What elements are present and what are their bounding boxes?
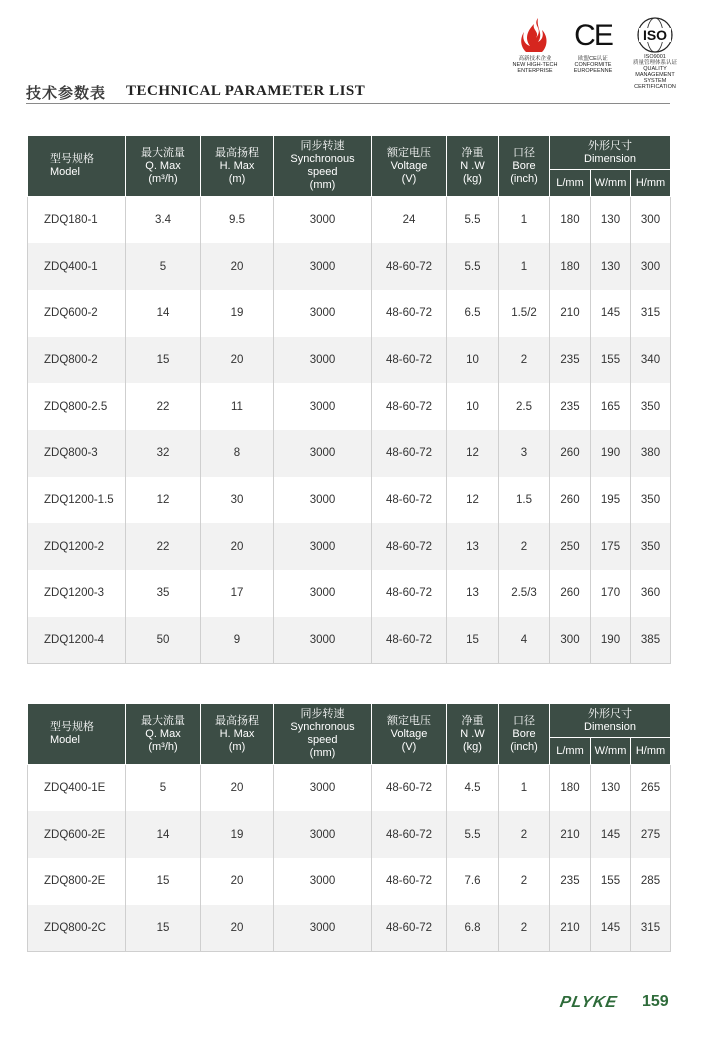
header-dimension-line: 外形尺寸 bbox=[588, 139, 632, 152]
model-cell: ZDQ1200-2 bbox=[28, 523, 126, 570]
header-bore bbox=[499, 704, 550, 765]
header-weight-line: (kg) bbox=[463, 740, 482, 753]
header-flow-line: (m³/h) bbox=[148, 172, 178, 185]
header-weight-line: N .W bbox=[460, 727, 485, 740]
value-cell: 48-60-72 bbox=[372, 290, 447, 337]
page-title-cn: 技术参数表 bbox=[26, 84, 107, 102]
flame-logo-icon bbox=[518, 16, 552, 56]
header-speed-line: (mm) bbox=[309, 747, 336, 759]
header-head-line: (m) bbox=[228, 740, 246, 753]
value-cell: 155 bbox=[591, 858, 631, 905]
value-cell: 180 bbox=[550, 243, 591, 290]
model-cell: ZDQ1200-4 bbox=[28, 617, 126, 664]
model-cell: ZDQ400-1E bbox=[28, 765, 126, 812]
value-cell: 24 bbox=[372, 197, 447, 244]
model-cell: ZDQ800-2E bbox=[28, 858, 126, 905]
value-cell: 9 bbox=[201, 617, 274, 664]
value-cell: 195 bbox=[591, 477, 631, 524]
header-voltage bbox=[372, 704, 447, 765]
value-cell: 15 bbox=[126, 337, 201, 384]
value-cell: 350 bbox=[631, 523, 671, 570]
model-cell: ZDQ800-2.5 bbox=[28, 383, 126, 430]
value-cell: 30 bbox=[201, 477, 274, 524]
value-cell: 13 bbox=[447, 570, 499, 617]
table-row bbox=[28, 523, 671, 570]
spec-table-2 bbox=[27, 703, 671, 952]
header-bore-line: Bore bbox=[512, 159, 536, 172]
certification-logos bbox=[508, 16, 684, 90]
table-row bbox=[28, 811, 671, 858]
value-cell: 315 bbox=[631, 290, 671, 337]
header-model bbox=[28, 704, 126, 765]
header-weight-line: (kg) bbox=[463, 172, 482, 185]
value-cell: 22 bbox=[126, 383, 201, 430]
header-speed-line: Synchronous speed bbox=[290, 721, 355, 746]
value-cell: 190 bbox=[591, 617, 631, 664]
iso-logo bbox=[626, 16, 684, 90]
value-cell: 145 bbox=[591, 290, 631, 337]
model-cell: ZDQ1200-1.5 bbox=[28, 477, 126, 524]
value-cell: 145 bbox=[591, 811, 631, 858]
value-cell: 4.5 bbox=[447, 765, 499, 812]
page-title-bar bbox=[26, 80, 670, 104]
value-cell: 3000 bbox=[274, 617, 372, 664]
model-cell: ZDQ1200-3 bbox=[28, 570, 126, 617]
model-cell: ZDQ800-2C bbox=[28, 905, 126, 952]
value-cell: 350 bbox=[631, 477, 671, 524]
table-header bbox=[28, 136, 671, 197]
value-cell: 48-60-72 bbox=[372, 523, 447, 570]
header-voltage-line: (V) bbox=[401, 740, 417, 753]
page-footer bbox=[560, 992, 680, 1016]
iso-globe-icon bbox=[634, 16, 676, 54]
value-cell: 130 bbox=[591, 243, 631, 290]
value-cell: 48-60-72 bbox=[372, 477, 447, 524]
table-row bbox=[28, 477, 671, 524]
hightech-caption: 高新技术企业 NEW HIGH-TECH ENTERPRISE bbox=[512, 56, 558, 74]
value-cell: 3 bbox=[499, 430, 550, 477]
table-row bbox=[28, 197, 671, 244]
value-cell: 3000 bbox=[274, 905, 372, 952]
value-cell: 5.5 bbox=[447, 243, 499, 290]
header-voltage-line: Voltage bbox=[390, 159, 428, 172]
model-cell: ZDQ800-3 bbox=[28, 430, 126, 477]
value-cell: 20 bbox=[201, 337, 274, 384]
page-title-en: TECHNICAL PARAMETER LIST bbox=[126, 83, 366, 99]
header-dim-h: H/mm bbox=[631, 170, 671, 197]
ce-logo bbox=[566, 16, 620, 74]
value-cell: 48-60-72 bbox=[372, 905, 447, 952]
value-cell: 235 bbox=[550, 858, 591, 905]
value-cell: 340 bbox=[631, 337, 671, 384]
value-cell: 3000 bbox=[274, 430, 372, 477]
header-bore-line: Bore bbox=[512, 727, 536, 740]
value-cell: 20 bbox=[201, 765, 274, 812]
table-row bbox=[28, 617, 671, 664]
header-model-line: Model bbox=[50, 734, 80, 746]
value-cell: 3000 bbox=[274, 243, 372, 290]
value-cell: 155 bbox=[591, 337, 631, 384]
value-cell: 19 bbox=[201, 290, 274, 337]
value-cell: 380 bbox=[631, 430, 671, 477]
header-flow-line: (m³/h) bbox=[148, 740, 178, 753]
table-row bbox=[28, 383, 671, 430]
value-cell: 7.6 bbox=[447, 858, 499, 905]
value-cell: 1 bbox=[499, 243, 550, 290]
header-head bbox=[201, 136, 274, 197]
value-cell: 2 bbox=[499, 811, 550, 858]
ce-caption: 欧盟CE认证 CONFORMITE EUROPEENNE bbox=[573, 56, 613, 74]
model-cell: ZDQ400-1 bbox=[28, 243, 126, 290]
model-cell: ZDQ600-2 bbox=[28, 290, 126, 337]
value-cell: 265 bbox=[631, 765, 671, 812]
value-cell: 300 bbox=[631, 243, 671, 290]
header-model-line: 型号规格 bbox=[50, 721, 94, 733]
value-cell: 3000 bbox=[274, 337, 372, 384]
table-body bbox=[28, 765, 671, 952]
table-row bbox=[28, 905, 671, 952]
value-cell: 48-60-72 bbox=[372, 858, 447, 905]
header-weight-line: 净重 bbox=[461, 714, 484, 727]
value-cell: 13 bbox=[447, 523, 499, 570]
value-cell: 32 bbox=[126, 430, 201, 477]
header-model bbox=[28, 136, 126, 197]
value-cell: 275 bbox=[631, 811, 671, 858]
value-cell: 3000 bbox=[274, 858, 372, 905]
header-weight bbox=[447, 704, 499, 765]
value-cell: 190 bbox=[591, 430, 631, 477]
brand-logo: PLYKE bbox=[558, 994, 619, 1011]
spec-table-1 bbox=[27, 135, 671, 664]
header-flow-line: Q. Max bbox=[145, 159, 181, 172]
value-cell: 360 bbox=[631, 570, 671, 617]
value-cell: 180 bbox=[550, 765, 591, 812]
value-cell: 3000 bbox=[274, 811, 372, 858]
value-cell: 300 bbox=[550, 617, 591, 664]
table-row bbox=[28, 570, 671, 617]
header-weight bbox=[447, 136, 499, 197]
value-cell: 5.5 bbox=[447, 811, 499, 858]
header-dimension-line: Dimension bbox=[584, 720, 636, 733]
value-cell: 2 bbox=[499, 337, 550, 384]
value-cell: 12 bbox=[126, 477, 201, 524]
value-cell: 12 bbox=[447, 430, 499, 477]
header-flow bbox=[126, 704, 201, 765]
value-cell: 130 bbox=[591, 197, 631, 244]
value-cell: 235 bbox=[550, 383, 591, 430]
value-cell: 3000 bbox=[274, 290, 372, 337]
value-cell: 50 bbox=[126, 617, 201, 664]
value-cell: 3000 bbox=[274, 383, 372, 430]
value-cell: 235 bbox=[550, 337, 591, 384]
header-dimension-line: 外形尺寸 bbox=[588, 707, 632, 720]
header-weight-line: N .W bbox=[460, 159, 485, 172]
model-cell: ZDQ600-2E bbox=[28, 811, 126, 858]
ce-mark: CE bbox=[574, 19, 612, 52]
value-cell: 1.5 bbox=[499, 477, 550, 524]
value-cell: 10 bbox=[447, 337, 499, 384]
value-cell: 1.5/2 bbox=[499, 290, 550, 337]
header-voltage-line: (V) bbox=[401, 172, 417, 185]
value-cell: 14 bbox=[126, 290, 201, 337]
table-row bbox=[28, 337, 671, 384]
header-voltage bbox=[372, 136, 447, 197]
header-speed-line: 同步转速 bbox=[300, 708, 345, 720]
value-cell: 20 bbox=[201, 523, 274, 570]
value-cell: 3.4 bbox=[126, 197, 201, 244]
value-cell: 260 bbox=[550, 477, 591, 524]
value-cell: 3000 bbox=[274, 765, 372, 812]
header-speed-line: 同步转速 bbox=[300, 140, 345, 152]
value-cell: 48-60-72 bbox=[372, 383, 447, 430]
header-dim-l: L/mm bbox=[550, 170, 591, 197]
table-body bbox=[28, 197, 671, 664]
hightech-logo bbox=[508, 16, 562, 74]
value-cell: 20 bbox=[201, 858, 274, 905]
iso-mark: ISO bbox=[642, 27, 668, 43]
header-bore bbox=[499, 136, 550, 197]
value-cell: 130 bbox=[591, 765, 631, 812]
header-flow bbox=[126, 136, 201, 197]
header-voltage-line: 额定电压 bbox=[387, 714, 431, 727]
value-cell: 2.5 bbox=[499, 383, 550, 430]
value-cell: 4 bbox=[499, 617, 550, 664]
value-cell: 6.8 bbox=[447, 905, 499, 952]
value-cell: 350 bbox=[631, 383, 671, 430]
iso-caption: ISO9001 质量管理体系认证 QUALITY MANAGEMENT SYSTEM CERTIFICATION bbox=[632, 54, 677, 90]
value-cell: 22 bbox=[126, 523, 201, 570]
table-header bbox=[28, 704, 671, 765]
value-cell: 35 bbox=[126, 570, 201, 617]
value-cell: 3000 bbox=[274, 570, 372, 617]
value-cell: 5 bbox=[126, 243, 201, 290]
value-cell: 10 bbox=[447, 383, 499, 430]
value-cell: 180 bbox=[550, 197, 591, 244]
value-cell: 5.5 bbox=[447, 197, 499, 244]
value-cell: 48-60-72 bbox=[372, 337, 447, 384]
value-cell: 260 bbox=[550, 430, 591, 477]
value-cell: 9.5 bbox=[201, 197, 274, 244]
header-voltage-line: Voltage bbox=[390, 727, 428, 740]
header-flow-line: 最大流量 bbox=[141, 146, 185, 159]
value-cell: 3000 bbox=[274, 197, 372, 244]
value-cell: 1 bbox=[499, 197, 550, 244]
header-head-line: 最高扬程 bbox=[215, 146, 259, 159]
value-cell: 300 bbox=[631, 197, 671, 244]
value-cell: 48-60-72 bbox=[372, 811, 447, 858]
value-cell: 48-60-72 bbox=[372, 570, 447, 617]
table-row bbox=[28, 243, 671, 290]
value-cell: 2 bbox=[499, 858, 550, 905]
table-row bbox=[28, 765, 671, 812]
header-model-line: 型号规格 bbox=[50, 153, 94, 165]
header-dimension bbox=[550, 136, 671, 170]
value-cell: 6.5 bbox=[447, 290, 499, 337]
value-cell: 48-60-72 bbox=[372, 617, 447, 664]
value-cell: 11 bbox=[201, 383, 274, 430]
header-bore-line: (inch) bbox=[510, 740, 538, 753]
header-dim-w: W/mm bbox=[591, 738, 631, 765]
header-head bbox=[201, 704, 274, 765]
value-cell: 48-60-72 bbox=[372, 765, 447, 812]
value-cell: 48-60-72 bbox=[372, 243, 447, 290]
table-row bbox=[28, 430, 671, 477]
header-speed bbox=[274, 136, 372, 197]
header-head-line: (m) bbox=[228, 172, 246, 185]
value-cell: 210 bbox=[550, 905, 591, 952]
header-bore-line: (inch) bbox=[510, 172, 538, 185]
model-cell: ZDQ800-2 bbox=[28, 337, 126, 384]
value-cell: 385 bbox=[631, 617, 671, 664]
header-bore-line: 口径 bbox=[513, 714, 535, 727]
header-dim-h: H/mm bbox=[631, 738, 671, 765]
value-cell: 210 bbox=[550, 811, 591, 858]
value-cell: 175 bbox=[591, 523, 631, 570]
header-flow-line: Q. Max bbox=[145, 727, 181, 740]
value-cell: 12 bbox=[447, 477, 499, 524]
value-cell: 8 bbox=[201, 430, 274, 477]
model-cell: ZDQ180-1 bbox=[28, 197, 126, 244]
value-cell: 20 bbox=[201, 243, 274, 290]
header-bore-line: 口径 bbox=[513, 146, 535, 159]
header-flow-line: 最大流量 bbox=[141, 714, 185, 727]
value-cell: 285 bbox=[631, 858, 671, 905]
value-cell: 48-60-72 bbox=[372, 430, 447, 477]
value-cell: 165 bbox=[591, 383, 631, 430]
value-cell: 3000 bbox=[274, 523, 372, 570]
value-cell: 145 bbox=[591, 905, 631, 952]
value-cell: 3000 bbox=[274, 477, 372, 524]
header-head-line: 最高扬程 bbox=[215, 714, 259, 727]
value-cell: 15 bbox=[126, 905, 201, 952]
value-cell: 15 bbox=[447, 617, 499, 664]
header-voltage-line: 额定电压 bbox=[387, 146, 431, 159]
value-cell: 170 bbox=[591, 570, 631, 617]
header-speed-line: Synchronous speed bbox=[290, 153, 355, 178]
header-speed-line: (mm) bbox=[309, 179, 336, 191]
value-cell: 210 bbox=[550, 290, 591, 337]
header-dim-l: L/mm bbox=[550, 738, 591, 765]
value-cell: 260 bbox=[550, 570, 591, 617]
value-cell: 250 bbox=[550, 523, 591, 570]
value-cell: 14 bbox=[126, 811, 201, 858]
table-row bbox=[28, 290, 671, 337]
value-cell: 20 bbox=[201, 905, 274, 952]
value-cell: 17 bbox=[201, 570, 274, 617]
header-dimension bbox=[550, 704, 671, 738]
value-cell: 2.5/3 bbox=[499, 570, 550, 617]
header-speed bbox=[274, 704, 372, 765]
value-cell: 2 bbox=[499, 905, 550, 952]
table-row bbox=[28, 858, 671, 905]
value-cell: 1 bbox=[499, 765, 550, 812]
value-cell: 2 bbox=[499, 523, 550, 570]
header-dimension-line: Dimension bbox=[584, 152, 636, 165]
header-model-line: Model bbox=[50, 166, 80, 178]
header-dim-w: W/mm bbox=[591, 170, 631, 197]
value-cell: 315 bbox=[631, 905, 671, 952]
header-head-line: H. Max bbox=[219, 159, 255, 172]
header-weight-line: 净重 bbox=[461, 146, 484, 159]
value-cell: 5 bbox=[126, 765, 201, 812]
value-cell: 19 bbox=[201, 811, 274, 858]
page-number: 159 bbox=[642, 993, 669, 1010]
header-head-line: H. Max bbox=[219, 727, 255, 740]
value-cell: 15 bbox=[126, 858, 201, 905]
